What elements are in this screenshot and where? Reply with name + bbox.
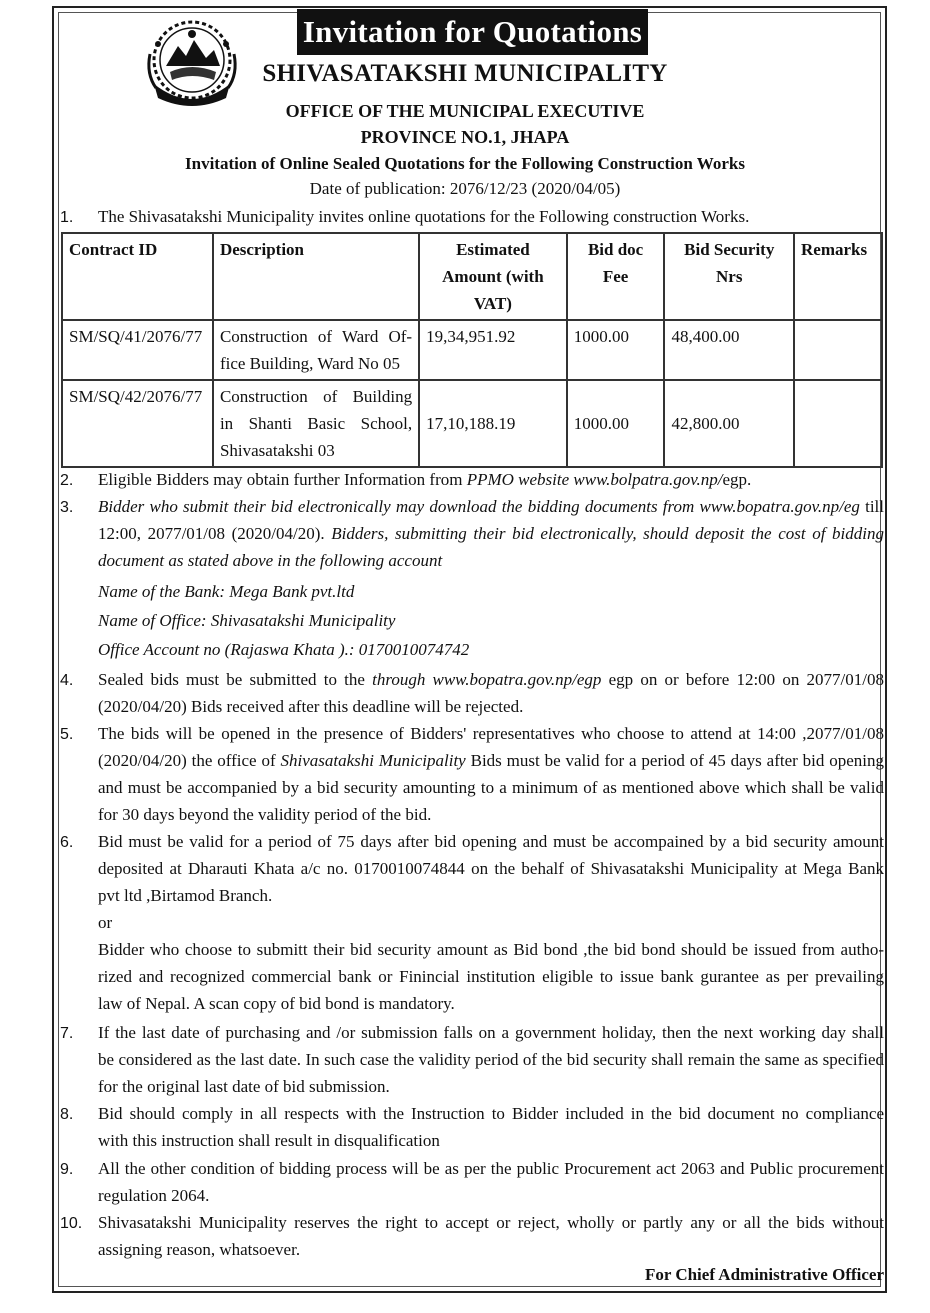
item-number: 3.: [60, 499, 74, 516]
item-4-text: Sealed bids must be submitted to the through www.bopatra.gov.np/egp egp on or before 12:00 on 2077/01/08 (2020/04/20) Bids received after this deadline will be rejected.: [98, 670, 884, 716]
signature-line: For Chief Administrative Officer: [644, 1265, 884, 1284]
item-5-text: The bids will be opened in the presence of Bidders' representatives who choose to attend at 14:00 ,2077/01/08 (2020/04/20) the office of Shivasatakshi Municipality Bids must be valid for a period of 45 days after bid opening and must be accompanied by a bid security amounting to a minimum of as mentioned above which shall be valid for 30 days beyond the validity period of the bid.: [98, 724, 885, 824]
col-remarks: Remarks: [794, 233, 882, 320]
cell-security: 42,800.00: [664, 380, 794, 467]
cell-fee: 1000.00: [567, 320, 665, 380]
table-row: [62, 380, 882, 467]
province-name: PROVINCE NO.1, JHAPA: [360, 127, 570, 147]
col-description: Description: [213, 233, 419, 320]
item-number: 9.: [60, 1161, 74, 1178]
office-name-line: Name of Office: Shivasatakshi Municipality: [98, 611, 396, 630]
item-7-text: If the last date of purchasing and /or submission falls on a government holiday, then the next working day shall be considered as the last date. In such case the validity period of the bid security shall remain the same as specified for the original last date of bid submission.: [98, 1023, 884, 1096]
notice-title: Invitation for Quotations: [297, 9, 648, 55]
item-number: 10.: [60, 1215, 83, 1232]
municipality-name: SHIVASATAKSHI MUNICIPALITY: [262, 60, 668, 87]
cell-description: Construction of Ward Of- fice Building, Ward No 05: [213, 320, 419, 380]
item-number: 4.: [60, 672, 74, 689]
cell-security: 48,400.00: [664, 320, 794, 380]
bank-name: Name of the Bank: Mega Bank pvt.ltd: [98, 582, 355, 601]
item-number: 6.: [60, 834, 74, 851]
cell-remarks: [794, 320, 882, 380]
item-number: 7.: [60, 1025, 74, 1042]
item-6-text: Bid must be valid for a period of 75 days after bid opening and must be accompained by a bid security amount deposited at Dharauti Khata a/c no. 0170010074844 on the behalf of Shivasatakshi Municipality at Mega Bank pvt ltd ,Birtamod Branch. or Bidder who choose to submitt their bid security amount as Bid bond ,the bid bond should be issued from autho- rized and recognized commercial bank or Finincial institution eligible to issue bank gurantee as per prevailing law of Nepal. A scan copy of bid bond is mandatory.: [98, 832, 884, 1013]
office-name: OFFICE OF THE MUNICIPAL EXECUTIVE: [285, 101, 645, 121]
item-2-text: Eligible Bidders may obtain further Information from PPMO website www.bolpatra.gov.np/egp.: [98, 470, 752, 489]
cell-amount: 17,10,188.19: [419, 380, 567, 467]
item-1-text: The Shivasatakshi Municipality invites online quotations for the Following construction Works.: [98, 207, 750, 226]
account-number: Office Account no (Rajaswa Khata ).: 0170010074742: [98, 640, 470, 659]
item-number: 8.: [60, 1106, 74, 1123]
item-number: 5.: [60, 726, 74, 743]
col-bid-security: Bid Security Nrs: [664, 233, 794, 320]
cell-remarks: [794, 380, 882, 467]
cell-description: Construction of Building in Shanti Basic School, Shivasatakshi 03: [213, 380, 419, 467]
item-3-text: Bidder who submit their bid electronically may download the bidding documents from www.bopatra.gov.np/eg till 12:00, 2077/01/08 (2020/04/20). Bidders, submitting their bid electronically, should deposit the cost of bidding document as stated above in the following account Name of the Bank: Mega Bank pvt.ltd Name of Office: Shivasatakshi Municipality Office Account no (Rajaswa Khata ).: 0170010074742: [98, 493, 884, 663]
item-8-text: Bid should comply in all respects with the Instruction to Bidder included in the bid document no compliance with this instruction shall result in disqualification: [98, 1104, 884, 1150]
item-number: 2.: [60, 472, 74, 489]
cell-amount: 19,34,951.92: [419, 320, 567, 380]
quotation-table: [61, 232, 883, 468]
item-10-text: Shivasatakshi Municipality reserves the right to accept or reject, wholly or partly any or all the bids without assigning reason, whatsoever.: [98, 1213, 884, 1259]
col-estimated-amount: Estimated Amount (with VAT): [419, 233, 567, 320]
col-bid-doc-fee: Bid doc Fee: [567, 233, 665, 320]
item-9-text: All the other condition of bidding process will be as per the public Procurement act 2063 and Public procurement regulation 2064.: [98, 1159, 884, 1205]
publication-date: Date of publication: 2076/12/23 (2020/04/05): [309, 179, 621, 198]
item-number: 1.: [60, 209, 74, 226]
col-contract-id: Contract ID: [62, 233, 213, 320]
cell-contract-id: SM/SQ/42/2076/77: [62, 380, 213, 467]
table-row: [62, 320, 882, 380]
table-header-row: [62, 233, 882, 320]
cell-contract-id: SM/SQ/41/2076/77: [62, 320, 213, 380]
invitation-heading: Invitation of Online Sealed Quotations for the Following Construction Works: [185, 154, 745, 173]
cell-fee: 1000.00: [567, 380, 665, 467]
